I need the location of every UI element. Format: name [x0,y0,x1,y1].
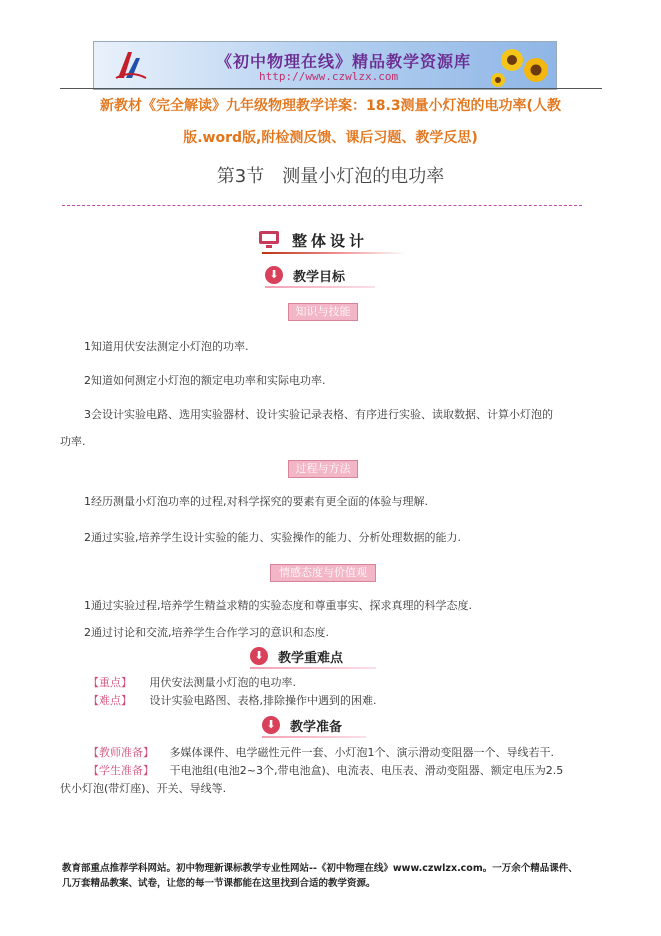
overall-design-heading [258,228,406,252]
knowledge-item-3: 3会设计实验电路、选用实验器材、设计实验记录表格、有序进行实验、读取数据、计算小灯泡的 [84,408,553,421]
key-point-row [88,675,296,691]
student-prep-text-cont: 伏小灯泡(带灯座)、开关、导线等. [60,782,227,795]
knowledge-item-1: 1知道用伏安法测定小灯泡的功率. [84,340,249,353]
teaching-goals-heading [265,265,375,287]
process-item-2: 2通过实验,培养学生设计实验的能力、实验操作的能力、分析处理数据的能力. [84,531,461,544]
preparation-label: 教学准备 [290,720,343,735]
banner-url[interactable]: http://www.czwlzx.com [259,70,399,83]
footer-line-2: 几万套精品教案、试卷，让您的每一节课都能在这里找到合适的教学资源。 [62,878,376,889]
tag-process: 过程与方法 [288,460,358,478]
difficulty-label: 【难点】 [88,694,132,707]
preparation-heading [262,715,366,737]
computer-icon [258,230,280,250]
banner-title: 《初中物理在线》精品教学资源库 [216,52,472,71]
site-logo-icon [114,48,148,82]
tag-emotion: 情感态度与价值观 [270,564,376,582]
difficulty-text: 设计实验电路图、表格,排除操作中遇到的困难. [149,694,377,707]
process-item-1: 1经历测量小灯泡功率的过程,对科学探究的要素有更全面的体验与理解. [84,495,428,508]
teacher-prep-text: 多媒体课件、电学磁性元件一套、小灯泡1个、演示滑动变阻器一个、导线若干. [169,746,554,759]
student-prep-row [88,763,563,779]
arrow-down-icon: ⬇ [250,647,268,665]
document-title-line-2: 版.word版,附检测反馈、课后习题、教学反思) [183,130,478,146]
header-divider [60,88,602,89]
key-points-label: 教学重难点 [278,651,344,666]
heading-bar [265,286,375,288]
teaching-goals-label: 教学目标 [293,270,346,285]
key-text: 用伏安法测量小灯泡的电功率. [149,676,296,689]
document-title-line-1: 新教材《完全解读》九年级物理教学详案：18.3测量小灯泡的电功率(人教 [100,98,561,114]
dashed-divider [62,205,582,206]
teacher-prep-label: 【教师准备】 [88,746,154,759]
header-banner [93,41,557,90]
tag-knowledge: 知识与技能 [288,303,358,321]
emotion-item-1: 1通过实验过程,培养学生精益求精的实验态度和尊重事实、探求真理的科学态度. [84,599,472,612]
overall-design-label: 整体设计 [292,232,369,250]
knowledge-item-3-cont: 功率. [60,435,86,448]
teacher-prep-row [88,745,554,761]
key-points-heading [250,646,376,668]
key-label: 【重点】 [88,676,132,689]
section-title: 第3节 测量小灯泡的电功率 [216,166,445,187]
arrow-down-icon: ⬇ [265,266,283,284]
difficulty-row [88,693,377,709]
heading-bar [250,667,376,669]
arrow-down-icon: ⬇ [262,716,280,734]
sunflower-icon [490,44,552,88]
emotion-item-2: 2通过讨论和交流,培养学生合作学习的意识和态度. [84,626,329,639]
heading-underline [262,252,406,254]
footer-line-1: 教育部重点推荐学科网站。初中物理新课标教学专业性网站--《初中物理在线》www.czwlzx.com。一万余个精品课件、 [62,863,578,874]
heading-bar [262,736,366,738]
student-prep-text: 干电池组(电池2~3个,带电池盒)、电流表、电压表、滑动变阻器、额定电压为2.5 [169,764,564,777]
student-prep-label: 【学生准备】 [88,764,154,777]
knowledge-item-2: 2知道如何测定小灯泡的额定电功率和实际电功率. [84,374,326,387]
